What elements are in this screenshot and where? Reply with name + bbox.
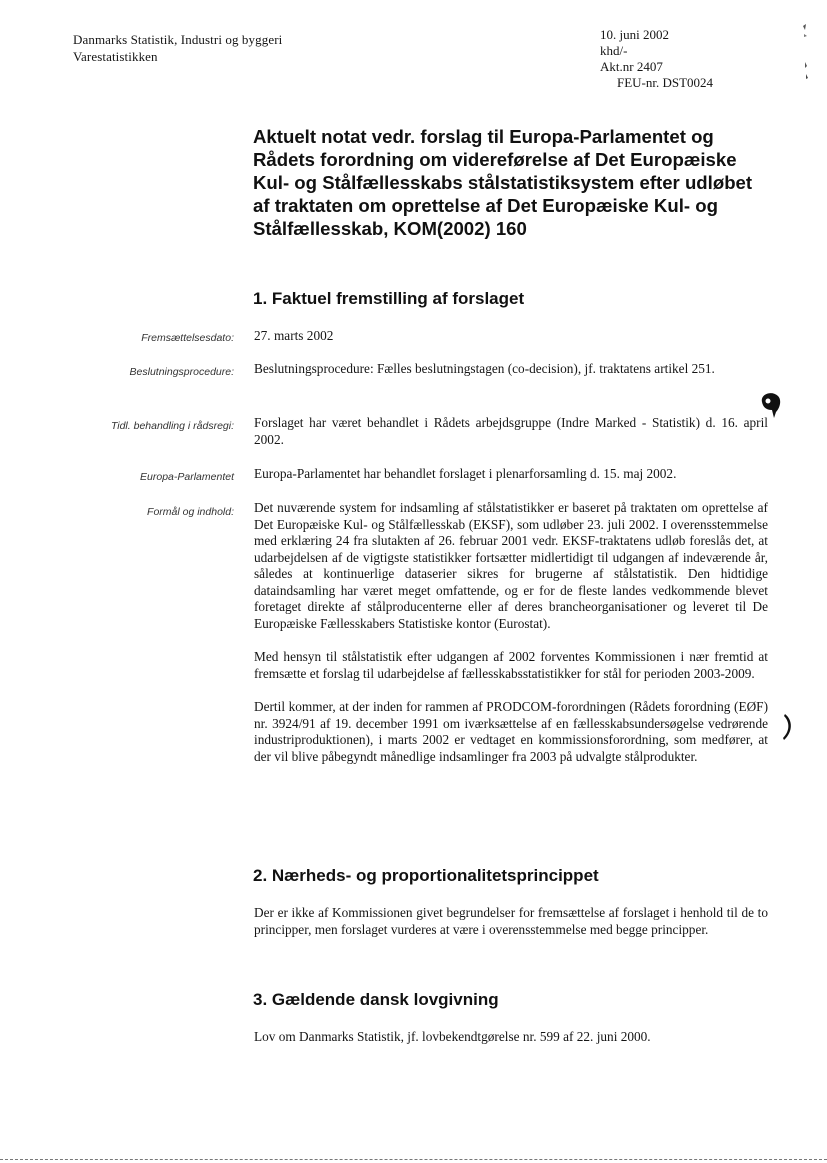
field-label-decision-procedure: Beslutningsprocedure: [129, 366, 234, 378]
field-value-previous-council-handling: Forslaget har været behandlet i Rådets arbejdsgruppe (Indre Marked - Statistik) d. 16. april 2002. [254, 415, 768, 447]
section-2-heading: 2. Nærheds- og proportionalitetsprincippet [253, 866, 599, 885]
field-value-submission-date: 27. marts 2002 [254, 328, 334, 343]
purpose-paragraph-2: Med hensyn til stålstatistik efter udgangen af 2002 forventes Kommissionen i nær fremtid at fremsætte et forslag til udarbejdelse af fællesskabsstatistikker for stål for perioden 2003-2009. [254, 649, 768, 681]
section-2-text: Der er ikke af Kommissionen givet begrundelser for fremsættelse af forslaget i henhold til de to principper, men forslaget vurderes at være i overensstemmelse med begge principper. [254, 905, 768, 937]
field-label-previous-council-handling: Tidl. behandling i rådsregi: [110, 420, 234, 432]
reference-initials: khd/- [600, 43, 628, 58]
scan-speck-mark [756, 390, 784, 420]
feu-number: FEU-nr. DST0024 [617, 75, 714, 90]
field-value-european-parliament: Europa-Parlamentet har behandlet forslaget i plenarforsamling d. 15. maj 2002. [254, 466, 677, 481]
purpose-paragraph-3: Dertil kommer, at der inden for rammen af PRODCOM-forordningen (Rådets forordning (EØF) nr. 3924/91 af 19. december 1991 om iværksættelse af en fællesskabsundersøgelse vedrørende industriproduktionen), i marts 2002 er vedtaget en kommissionsforordning, som medfører, at der vil blive påbegyndt månedlige indsamlinger fra 2003 på udvalgte stålprodukter. [254, 699, 768, 764]
field-value-decision-procedure: Beslutningsprocedure: Fælles beslutningstagen (co-decision), jf. traktatens artikel 251. [254, 361, 715, 376]
header-reference-block [600, 27, 713, 91]
scan-bottom-edge [0, 1159, 827, 1160]
scan-edge-marks [800, 22, 812, 82]
field-value-purpose-and-content [254, 500, 768, 765]
org-unit: Varestatistikken [73, 49, 158, 64]
field-label-submission-date: Fremsættelsesdato: [141, 332, 234, 344]
section-1-heading: 1. Faktuel fremstilling af forslaget [253, 289, 525, 308]
header-organization [73, 31, 282, 65]
field-label-european-parliament: Europa-Parlamentet [140, 471, 234, 483]
section-3-text: Lov om Danmarks Statistik, jf. lovbekendtgørelse nr. 599 af 22. juni 2000. [254, 1029, 651, 1044]
document-date: 10. juni 2002 [600, 27, 669, 42]
scan-bracket-mark [780, 712, 796, 742]
section-3-heading: 3. Gældende dansk lovgivning [253, 990, 499, 1009]
document-title: Aktuelt notat vedr. forslag til Europa-Parlamentet og Rådets forordning om videreførelse af Det Europæiske Kul- og Stålfællesskabs stålstatistiksystem efter udløbet af traktaten om oprettelse af Det Europæiske Kul- og Stålfællesskab, KOM(2002) 160 [253, 126, 753, 239]
org-department: Danmarks Statistik, Industri og byggeri [73, 32, 283, 47]
purpose-paragraph-1: Det nuværende system for indsamling af stålstatistikker er baseret på traktaten om oprettelse af Det Europæiske Kul- og Stålfællesskab (EKSF), som udløber 23. juli 2002. I overensstemmelse med erklæring 24 fra slutakten af 26. februar 2001 vedr. EKSF-traktatens udløb foreslås det, at udarbejdelsen af de vigtigste statistikker fortsætter midlertidigt til udgangen af indeværende år, således at kontinuerlige dataserier sikres for brugerne af stålstatistik. Den hidtidige dataindsamling har været meget omfattende, og er for de fleste landes vedkommende blevet foretaget direkte af stålproducenterne eller af deres brancheorganisationer og leveret til De Europæiske Fællesskabers Statistiske kontor (Eurostat). [254, 500, 768, 631]
field-label-purpose-and-content: Formål og indhold: [147, 506, 234, 518]
case-number: Akt.nr 2407 [600, 59, 663, 74]
